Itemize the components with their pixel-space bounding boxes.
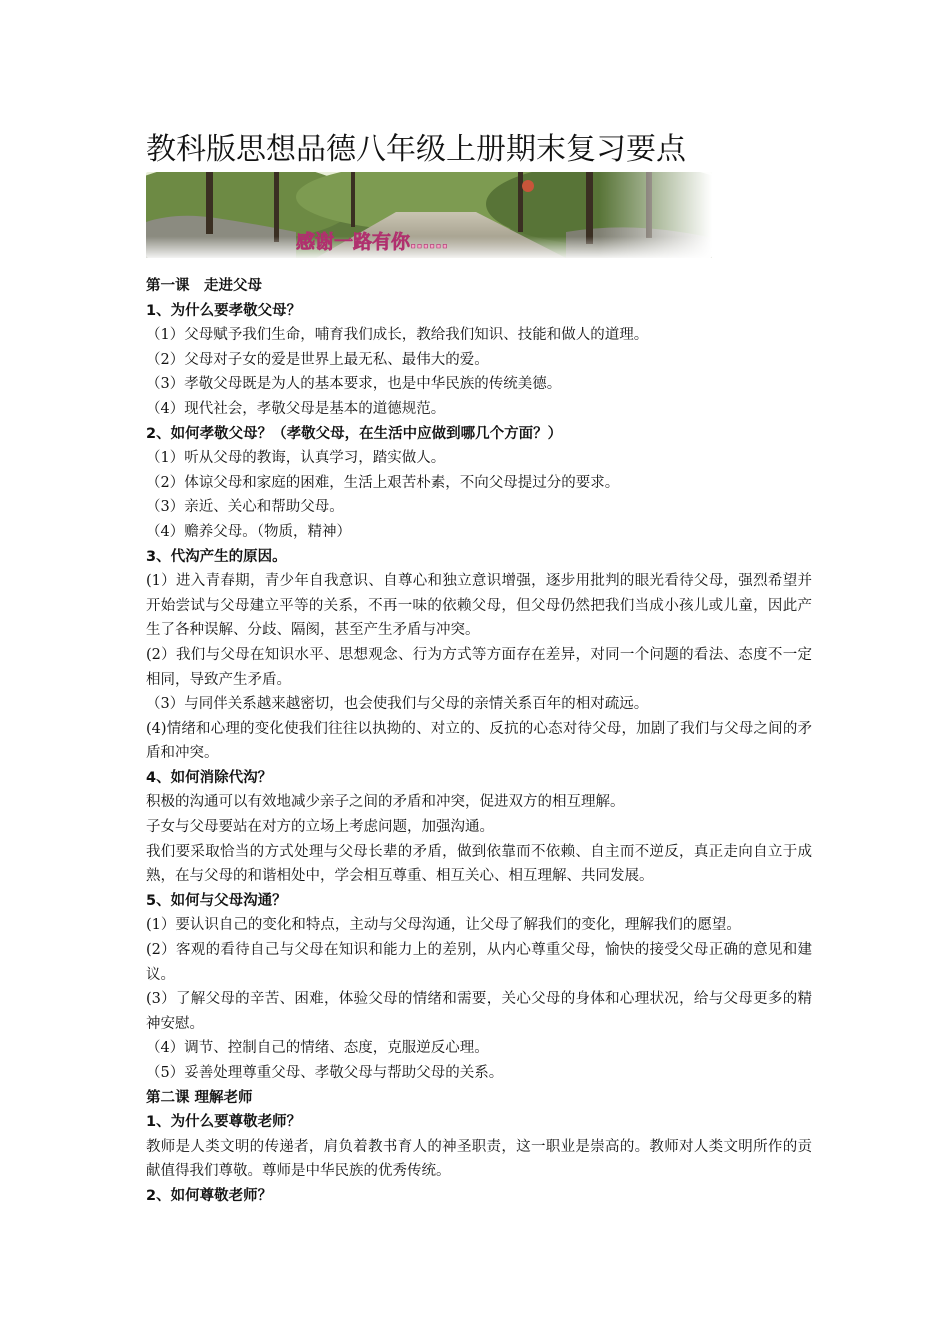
- document-title: 教科版思想品德八年级上册期末复习要点: [146, 132, 686, 167]
- body-paragraph: (1）进入青春期，青少年自我意识、自尊心和独立意识增强，逐步用批判的眼光看待父母，强烈希望并开始尝试与父母建立平等的关系，不再一味的依赖父母，但父母仍然把我们当成小孩儿或儿童，因此产生了各种误解、分歧、隔阂，甚至产生矛盾与冲突。: [146, 573, 812, 639]
- section-heading: 1、为什么要尊敬老师？: [146, 1114, 302, 1131]
- body-paragraph: 积极的沟通可以有效地减少亲子之间的矛盾和冲突，促进双方的相互理解。: [146, 794, 625, 811]
- body-paragraph: （2）体谅父母和家庭的困难，生活上艰苦朴素，不向父母提过分的要求。: [146, 474, 620, 491]
- body-paragraph: （1）父母赋予我们生命，哺育我们成长，教给我们知识、技能和做人的道理。: [146, 327, 649, 344]
- section-heading: 第二课 理解老师: [146, 1089, 253, 1106]
- body-paragraph: （4）赡养父母。（物质，精神）: [146, 523, 351, 540]
- section-heading: 2、如何尊敬老师？: [146, 1187, 273, 1204]
- body-paragraph: （1）听从父母的教诲，认真学习，踏实做人。: [146, 450, 446, 467]
- body-paragraph: （2）父母对子女的爱是世界上最无私、最伟大的爱。: [146, 351, 489, 368]
- body-paragraph: （3）亲近、关心和帮助父母。: [146, 499, 344, 516]
- body-paragraph: 我们要采取恰当的方式处理与父母长辈的矛盾，做到依靠而不依赖、自主而不逆反，真正走向自立于成熟，在与父母的和谐相处中，学会相互尊重、相互关心、相互理解、共同发展。: [146, 843, 812, 885]
- banner-caption: 感谢一路有你……: [296, 231, 449, 253]
- section-heading: 4、如何消除代沟？: [146, 769, 273, 786]
- body-paragraph: 教师是人类文明的传递者，肩负着教书育人的神圣职责，这一职业是崇高的。教师对人类文明所作的贡献值得我们尊敬。尊师是中华民族的优秀传统。: [146, 1138, 812, 1180]
- body-paragraph: (1）要认识自己的变化和特点，主动与父母沟通，让父母了解我们的变化，理解我们的愿望。: [146, 917, 741, 934]
- section-heading: 5、如何与父母沟通？: [146, 892, 287, 909]
- body-paragraph: (2）客观的看待自己与父母在知识和能力上的差别，从内心尊重父母，愉快的接受父母正确的意见和建议。: [146, 942, 812, 983]
- document-body: [146, 274, 812, 1209]
- body-paragraph: （4）现代社会，孝敬父母是基本的道德规范。: [146, 400, 446, 417]
- body-paragraph: （5）妥善处理尊重父母、孝敬父母与帮助父母的关系。: [146, 1065, 504, 1081]
- section-heading: 3、代沟产生的原因。: [146, 548, 287, 565]
- body-paragraph: 子女与父母要站在对方的立场上考虑问题，加强沟通。: [146, 819, 494, 836]
- section-heading: 第一课 走进父母: [146, 278, 262, 294]
- body-paragraph: （3）与同伴关系越来越密切，也会使我们与父母的亲情关系百年的相对疏远。: [146, 696, 649, 713]
- section-heading: 1、为什么要孝敬父母？: [146, 302, 302, 319]
- section-heading: 2、如何孝敬父母？（孝敬父母，在生活中应做到哪几个方面？）: [146, 425, 563, 442]
- body-paragraph: （4）调节、控制自己的情绪、态度，克服逆反心理。: [146, 1040, 489, 1057]
- forest-road-banner-image: [146, 172, 712, 258]
- body-paragraph: （3）孝敬父母既是为人的基本要求，也是中华民族的传统美德。: [146, 376, 562, 393]
- body-paragraph: (2）我们与父母在知识水平、思想观念、行为方式等方面存在差异，对同一个问题的看法、态度不一定相同，导致产生矛盾。: [146, 646, 812, 688]
- body-paragraph: (4)情绪和心理的变化使我们往往以执拗的、对立的、反抗的心态对待父母，加剧了我们与父母之间的矛盾和冲突。: [146, 720, 812, 762]
- body-paragraph: (3）了解父母的辛苦、困难，体验父母的情绪和需要，关心父母的身体和心理状况，给与父母更多的精神安慰。: [146, 991, 812, 1032]
